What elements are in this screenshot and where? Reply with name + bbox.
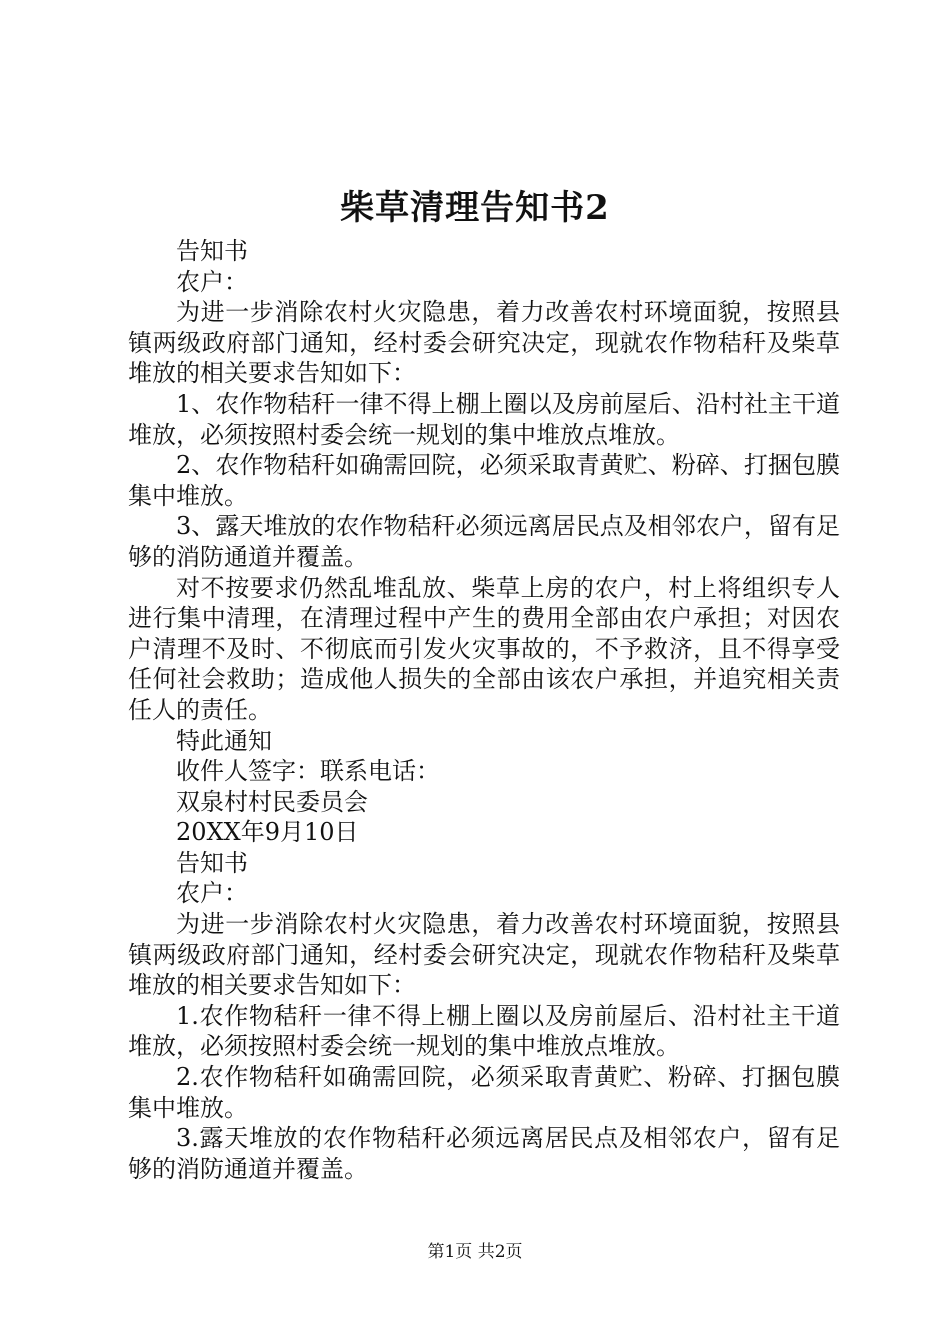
section-heading: 告知书	[176, 848, 248, 877]
salutation: 农户：	[176, 879, 248, 908]
requirement-item-1: 1、农作物秸秆一律不得上棚上圈以及房前屋后、沿村社主干道堆放，必须按照村委会统一规划的集中堆放点堆放。	[128, 389, 840, 449]
document-body	[128, 236, 840, 1184]
requirement-item-1: 1.农作物秸秆一律不得上棚上圈以及房前屋后、沿村社主干道堆放，必须按照村委会统一规划的集中堆放点堆放。	[128, 1001, 840, 1061]
requirement-item-3: 3、露天堆放的农作物秸秆必须远离居民点及相邻农户，留有足够的消防通道并覆盖。	[128, 512, 840, 571]
section-heading: 告知书	[176, 237, 248, 265]
penalty-paragraph: 对不按要求仍然乱堆乱放、柴草上房的农户，村上将组织专人进行集中清理，在清理过程中产生的费用全部由农户承担；对因农户清理不及时、不彻底而引发火灾事故的，不予救济，且不得享受任何社会救助；造成他人损失的全部由该农户承担，并追究相关责任人的责任。	[128, 573, 840, 724]
signature-line: 收件人签字：联系电话：	[176, 757, 440, 786]
closing-text: 特此通知	[176, 726, 272, 755]
requirement-item-2: 2、农作物秸秆如确需回院，必须采取青黄贮、粉碎、打捆包膜集中堆放。	[128, 451, 840, 510]
salutation: 农户：	[176, 267, 248, 296]
requirement-item-3: 3.露天堆放的农作物秸秆必须远离居民点及相邻农户，留有足够的消防通道并覆盖。	[128, 1124, 840, 1183]
issue-date: 20XX年9月10日	[176, 818, 359, 847]
intro-paragraph: 为进一步消除农村火灾隐患，着力改善农村环境面貌，按照县镇两级政府部门通知，经村委会研究决定，现就农作物秸秆及柴草堆放的相关要求告知如下：	[128, 910, 840, 1000]
page-footer: 第1页 共2页	[427, 1242, 523, 1262]
requirement-item-2: 2.农作物秸秆如确需回院，必须采取青黄贮、粉碎、打捆包膜集中堆放。	[128, 1063, 840, 1122]
issuer-name: 双泉村村民委员会	[176, 787, 368, 816]
intro-paragraph: 为进一步消除农村火灾隐患，着力改善农村环境面貌，按照县镇两级政府部门通知，经村委会研究决定，现就农作物秸秆及柴草堆放的相关要求告知如下：	[128, 298, 840, 388]
document-title: 柴草清理告知书2	[340, 188, 610, 228]
